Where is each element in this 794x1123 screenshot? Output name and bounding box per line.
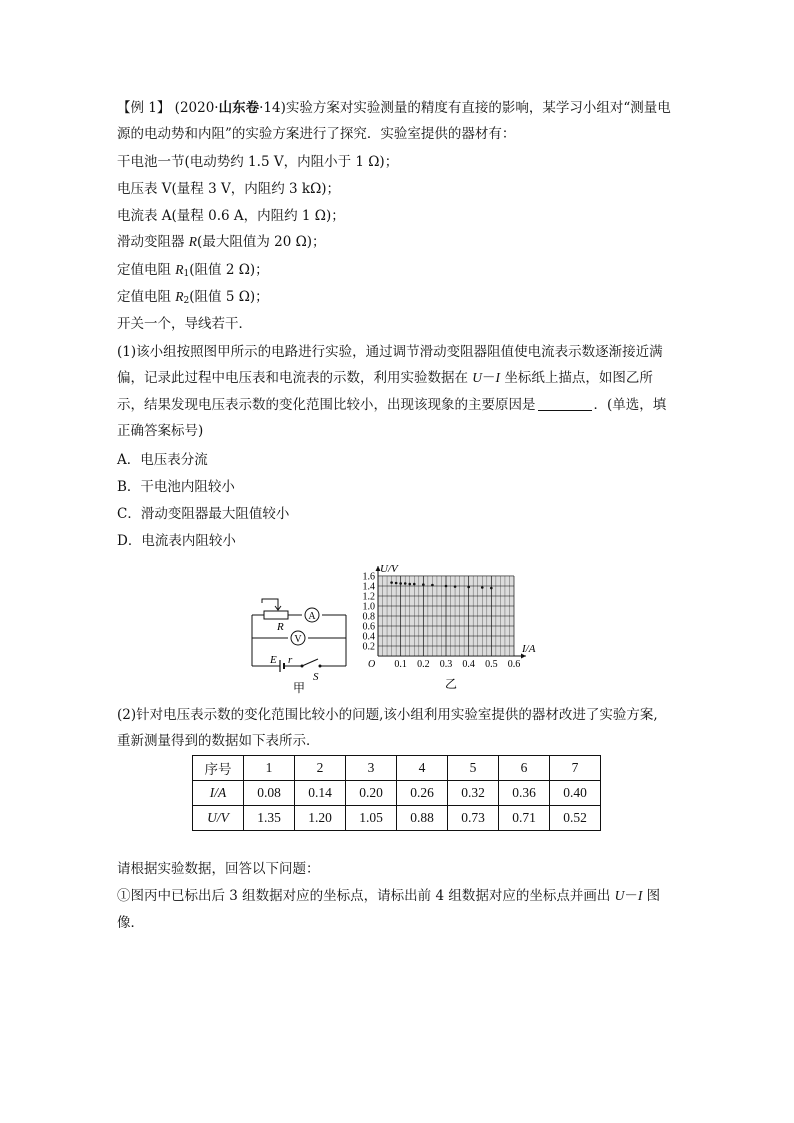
u-symbol: U [472,370,483,385]
r2-symbol: R [175,289,184,304]
y-tick-label: 1.4 [362,581,375,593]
table-row-voltage [193,806,601,831]
source-prefix: (2020· [170,100,219,116]
table-cell: 0.52 [550,806,601,831]
intro-line-1 [117,99,671,117]
intro-line-2: 源的电动势和内阻”的实验方案进行了探究．实验室提供的器材有： [117,126,516,142]
table-cell: 0.14 [295,781,346,806]
rheostat-text: 滑动变阻器 [117,234,189,250]
data-point [390,581,393,584]
table-row-header [193,756,601,781]
example-tag: 【例 1】 [117,100,171,116]
answer-line-2 [117,887,660,905]
table-cell: 7 [550,756,601,781]
ui-chart-yi [352,560,542,695]
y-tick-label: 0.2 [362,641,375,653]
y-tick-label: 1.0 [362,601,375,613]
data-point [422,583,425,586]
y-tick-label: 1.2 [362,591,375,603]
r1-text: 定值电阻 [117,262,176,278]
option-b: B．干电池内阻较小 [117,479,235,495]
q2-line-2: 重新测量得到的数据如下表所示． [117,733,320,749]
answer-line-2-text: ①图丙中已标出后 3 组数据对应的坐标点，请标出前 4 组数据对应的坐标点并画出 [117,888,615,904]
r1-subscript: 1 [183,269,190,279]
figure-jia-label: 甲 [292,681,306,695]
i-symbol: I [637,888,643,903]
rheostat-label: R [277,621,284,633]
table-cell: 6 [499,756,550,781]
r1-spec: (阻值 2 Ω)； [189,262,269,278]
circuit-diagram-jia [240,590,355,695]
data-point [490,587,493,590]
table-row-current [193,781,601,806]
table-cell: 0.32 [448,781,499,806]
data-point [431,584,434,587]
voltmeter-label: V [294,634,302,645]
table-cell: 1.05 [346,806,397,831]
table-cell: 0.88 [397,806,448,831]
table-cell: 1 [244,756,295,781]
q1-line-3-text: 示，结果发现电压表示数的变化范围比较小，出现该现象的主要原因是 [117,397,536,413]
internal-resistance-label: r [288,654,293,666]
table-cell: 1.35 [244,806,295,831]
q1-line-2-text: 偏，记录此过程中电压表和电流表的示数，利用实验数据在 [117,370,473,386]
y-tick-label: 0.8 [362,611,375,623]
x-axis-label: I/A [522,643,536,655]
q1-line-2-end: 坐标纸上描点，如图乙所 [500,370,653,386]
table-cell: 0.40 [550,781,601,806]
switch-label: S [313,671,319,683]
table-cell: 0.71 [499,806,550,831]
r2-spec: (阻值 5 Ω)； [189,289,269,305]
y-tick-label: 1.6 [362,571,375,583]
table-cell: U/V [193,806,244,831]
x-tick-label: 0.2 [417,659,430,670]
r2-subscript: 2 [183,296,190,306]
answer-blank[interactable] [538,398,592,411]
x-tick-label: 0.5 [485,659,498,670]
rheostat-symbol: R [188,234,198,249]
source-exam: 山东卷 [218,100,260,116]
data-point [395,582,398,585]
q1-line-2 [117,369,653,387]
answer-line-3: 像． [117,915,144,931]
answer-line-2-end: 图 [642,888,661,904]
q1-line-3 [117,396,666,414]
table-cell: 4 [397,756,448,781]
y-axis-label: U/V [380,563,398,575]
data-table [192,755,601,831]
q2-line-1: (2)针对电压表示数的变化范围比较小的问题,该小组利用实验室提供的器材改进了实验方案, [117,707,658,723]
data-point [413,583,416,586]
equipment-battery: 干电池一节(电动势约 1.5 V，内阻小于 1 Ω)； [117,154,399,170]
x-tick-label: 0.1 [394,659,407,670]
x-tick-label: 0.3 [439,659,453,670]
equipment-r1 [117,261,269,283]
table-cell: 1.20 [295,806,346,831]
option-c: C．滑动变阻器最大阻值较小 [117,506,290,522]
r1-symbol: R [175,262,184,277]
table-cell: 2 [295,756,346,781]
rheostat-spec: (最大阻值为 20 Ω)； [197,234,326,250]
table-cell: 序号 [193,756,244,781]
table-cell: 0.08 [244,781,295,806]
option-d: D．电流表内阻较小 [117,533,236,549]
equipment-ammeter: 电流表 A(量程 0.6 A，内阻约 1 Ω)； [117,208,345,224]
u-symbol: U [614,888,625,903]
dash: － [624,888,638,904]
data-point [481,586,484,589]
x-tick-label: 0.6 [507,659,521,670]
equipment-rheostat [117,233,326,251]
q1-line-3-end: ．(单选，填 [593,397,667,413]
table-cell: 0.20 [346,781,397,806]
q1-line-1: (1)该小组按照图甲所示的电路进行实验，通过调节滑动变阻器阻值使电流表示数逐渐接近满 [117,344,663,360]
rheostat-symbol-box [264,611,288,619]
equipment-switch: 开关一个，导线若干． [117,316,252,332]
data-point [454,585,457,588]
emf-label: E [270,654,277,666]
table-cell: 5 [448,756,499,781]
x-tick-label: 0.4 [462,659,475,670]
data-point [404,582,407,585]
origin-label: O [368,659,376,670]
data-point [408,583,411,586]
data-point [467,586,470,589]
answer-line-1: 请根据实验数据，回答以下问题： [117,861,320,877]
table-cell: 0.36 [499,781,550,806]
option-a: A．电压表分流 [117,452,208,468]
q1-line-4: 正确答案标号) [117,423,204,439]
r2-text: 定值电阻 [117,289,176,305]
table-cell: 3 [346,756,397,781]
dash: － [482,370,496,386]
source-suffix: ·14) [259,100,286,116]
ammeter-label: A [308,611,316,622]
y-tick-label: 0.4 [362,631,375,643]
table-cell: 0.26 [397,781,448,806]
y-tick-label: 0.6 [362,621,375,633]
equipment-r2 [117,288,269,310]
chart-title: 乙 [444,677,458,691]
intro-text: 实验方案对实验测量的精度有直接的影响，某学习小组对“测量电 [285,100,671,116]
table-cell: I/A [193,781,244,806]
table-cell: 0.73 [448,806,499,831]
data-point [445,585,448,588]
equipment-voltmeter: 电压表 V(量程 3 V，内阻约 3 kΩ)； [117,181,341,197]
i-symbol: I [495,370,501,385]
data-point [399,582,402,585]
